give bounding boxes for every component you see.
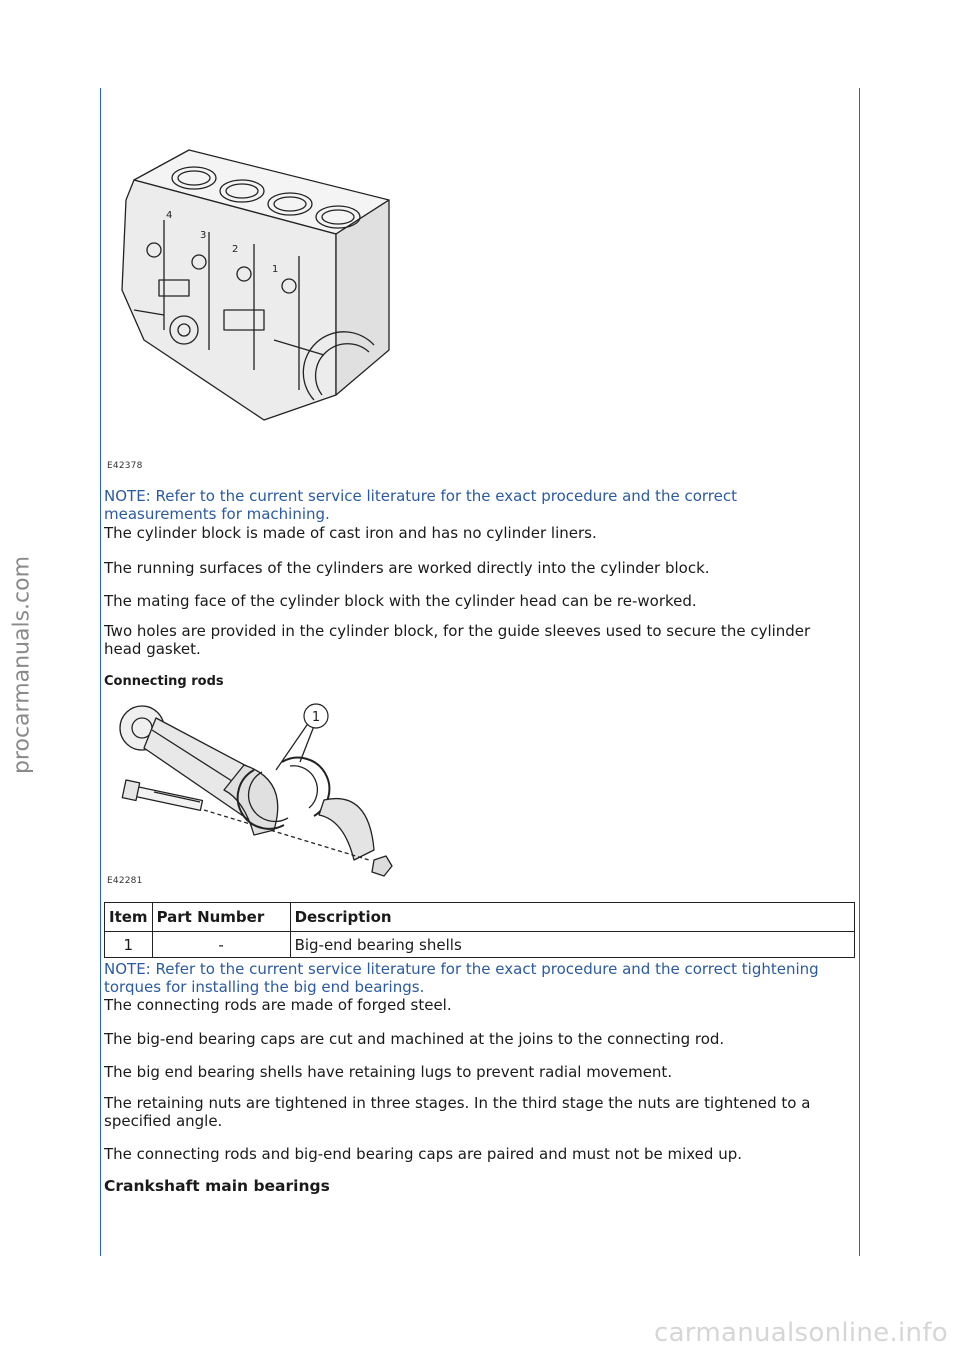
paragraph-retaining-nuts: The retaining nuts are tightened in three stages. In the third stage the nuts are tightened to a specified angle.	[104, 1094, 811, 1130]
column-header-part-number: Part Number	[152, 903, 290, 932]
figure-code-e42281: E42281	[107, 876, 143, 886]
cylinder-label-2: 2	[232, 244, 239, 255]
heading-connecting-rods: Connecting rods	[104, 674, 224, 689]
bottom-watermark: carmanualsonline.info	[653, 1318, 948, 1348]
connecting-rod-illustration	[104, 700, 404, 885]
note-tightening-torques: NOTE: Refer to the current service literature for the exact procedure and the correct tightening torques for installing the big end bearings.	[104, 960, 819, 996]
paragraph-cast-iron: The cylinder block is made of cast iron and has no cylinder liners.	[104, 524, 597, 542]
parts-table	[104, 902, 855, 958]
cylinder-label-1: 1	[272, 264, 279, 275]
cylinder-block-illustration	[104, 140, 404, 440]
paragraph-guide-sleeves: Two holes are provided in the cylinder block, for the guide sleeves used to secure the cylinder head gasket.	[104, 622, 811, 658]
side-watermark-text: procarmanuals.com	[9, 555, 35, 775]
heading-crankshaft-main-bearings: Crankshaft main bearings	[104, 1177, 330, 1195]
side-watermark	[2, 550, 42, 780]
connecting-rod-figure	[104, 700, 404, 885]
paragraph-running-surfaces: The running surfaces of the cylinders are worked directly into the cylinder block.	[104, 559, 710, 577]
cylinder-label-4: 4	[166, 210, 173, 221]
cell-description: Big-end bearing shells	[290, 932, 854, 958]
callout-1: 1	[311, 710, 321, 725]
right-margin-rule	[859, 88, 860, 1256]
paragraph-mating-face: The mating face of the cylinder block with the cylinder head can be re-worked.	[104, 592, 697, 610]
cylinder-label-3: 3	[200, 230, 207, 241]
cylinder-block-figure	[104, 140, 404, 440]
table-row	[105, 932, 855, 958]
column-header-description: Description	[290, 903, 854, 932]
paragraph-forged-steel: The connecting rods are made of forged steel.	[104, 996, 452, 1014]
cell-part-number: -	[152, 932, 290, 958]
paragraph-retaining-lugs: The big end bearing shells have retaining lugs to prevent radial movement.	[104, 1063, 673, 1081]
table-header-row	[105, 903, 855, 932]
paragraph-paired: The connecting rods and big-end bearing caps are paired and must not be mixed up.	[104, 1145, 742, 1163]
cell-item: 1	[105, 932, 153, 958]
paragraph-bearing-caps: The big-end bearing caps are cut and machined at the joins to the connecting rod.	[104, 1030, 725, 1048]
figure-code-e42378: E42378	[107, 461, 143, 471]
note-machining: NOTE: Refer to the current service literature for the exact procedure and the correct measurements for machining.	[104, 487, 738, 523]
left-margin-rule	[100, 88, 101, 1256]
column-header-item: Item	[105, 903, 153, 932]
